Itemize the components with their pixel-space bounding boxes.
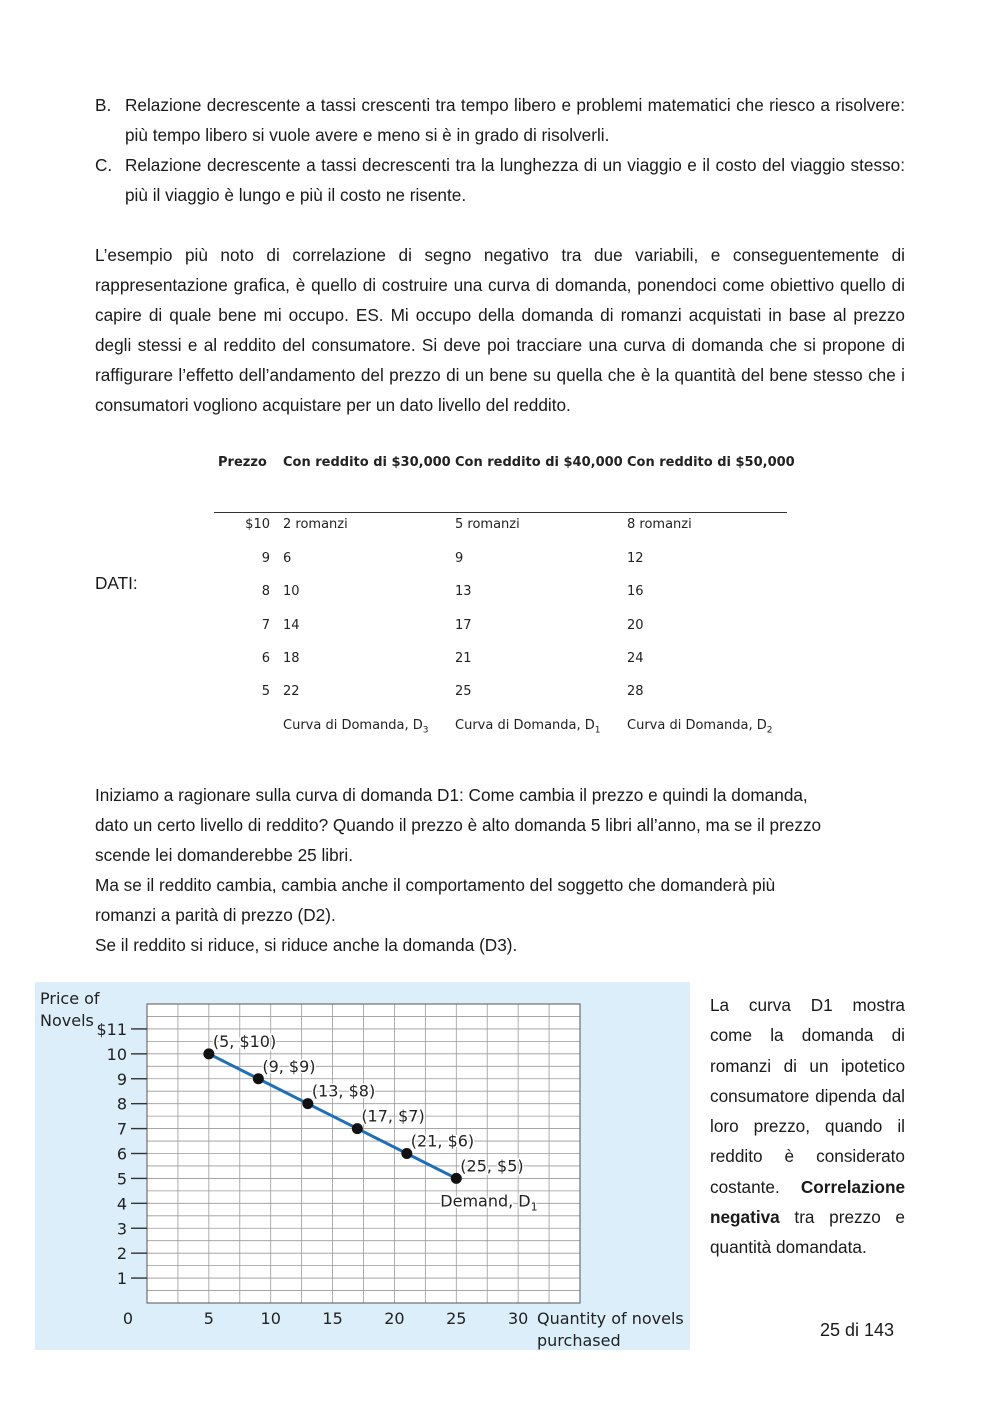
table-cell-price: 6 bbox=[261, 651, 270, 666]
table-cell: 6 bbox=[283, 551, 292, 566]
table-cell: 21 bbox=[455, 651, 472, 666]
y-tick-label: 4 bbox=[116, 1194, 127, 1214]
y-axis-title-line: Novels bbox=[40, 1011, 94, 1030]
x-tick-label: 10 bbox=[260, 1309, 281, 1328]
table-header-30k: Con reddito di $30,000 bbox=[283, 455, 451, 470]
list-letter: B. bbox=[95, 95, 112, 115]
y-tick-label: 10 bbox=[106, 1044, 127, 1064]
y-tick-label: 2 bbox=[116, 1244, 127, 1264]
table-cell: 12 bbox=[627, 551, 644, 566]
intro-paragraph: L’esempio più noto di correlazione di segno negativo tra due variabili, e conseguentemente di rappresentazione grafica, è quello di costruire una curva di domanda, ponendoci come obiettivo quello di capire di quale bene mi occupo. ES. Mi occupo della domanda di romanzi acquistati in base al prezzo degli stessi e al reddito del consumatore. Si deve poi tracciare una curva di domanda che si propone di raffigurare l’effetto dell’andamento del prezzo di un bene su quella che è la quantità del bene stesso che i consumatori vogliono acquistare per un dato livello del reddito. bbox=[95, 245, 905, 415]
y-tick-label: 7 bbox=[116, 1119, 127, 1139]
description-intro: La curva D1 mostra come la domanda di romanzi di un ipotetico consumatore dipenda dal loro prezzo, quando il reddito è considerato costante. bbox=[710, 995, 905, 1197]
table-cell: 20 bbox=[627, 618, 644, 633]
data-label: (21, $6) bbox=[410, 1131, 475, 1151]
y-tick-label: $11 bbox=[96, 1019, 127, 1039]
list-item-c bbox=[95, 150, 905, 210]
table-footer-d2 bbox=[627, 718, 773, 736]
dati-label: DATI: bbox=[95, 573, 138, 593]
data-label: (5, $10) bbox=[212, 1031, 277, 1051]
reasoning-paragraph bbox=[95, 780, 905, 960]
table-cell-price: $10 bbox=[245, 517, 270, 532]
footer-label: Curva di Domanda, D bbox=[455, 718, 595, 733]
series-label-subscript: 1 bbox=[530, 1200, 538, 1214]
data-label: (13, $8) bbox=[311, 1081, 376, 1101]
y-tick-label: 1 bbox=[116, 1269, 127, 1289]
text-line: romanzi a parità di prezzo (D2). bbox=[95, 905, 336, 925]
table-footer-d3 bbox=[283, 718, 429, 736]
table-cell: 8 romanzi bbox=[627, 517, 692, 532]
table-cell: 22 bbox=[283, 684, 300, 699]
y-tick-label: 3 bbox=[116, 1219, 127, 1239]
y-tick-label: 8 bbox=[116, 1094, 127, 1114]
table-cell-price: 5 bbox=[261, 684, 270, 699]
data-label: (17, $7) bbox=[361, 1106, 425, 1126]
x-tick-label: 30 bbox=[507, 1309, 529, 1328]
table-cell: 14 bbox=[283, 618, 300, 633]
table-cell: 17 bbox=[455, 618, 472, 633]
text-line: dato un certo livello di reddito? Quando il prezzo è alto domanda 5 libri all’anno, ma se il prezzo bbox=[95, 815, 822, 835]
text-line: Ma se il reddito cambia, cambia anche il comportamento del soggetto che domanderà più bbox=[95, 875, 776, 895]
table-cell: 10 bbox=[283, 584, 300, 599]
footer-sub: 1 bbox=[594, 725, 601, 736]
x-tick-label: 20 bbox=[384, 1309, 405, 1328]
table-cell: 16 bbox=[627, 584, 644, 599]
table-cell: 18 bbox=[283, 651, 300, 666]
table-header-40k: Con reddito di $40,000 bbox=[455, 455, 623, 470]
y-tick-label: 6 bbox=[116, 1144, 127, 1164]
list-text: Relazione decrescente a tassi decrescenti tra la lunghezza di un viaggio e il costo del viaggio stesso: più il viaggio è lungo e più il costo ne risente. bbox=[125, 155, 905, 205]
table-cell: 25 bbox=[455, 684, 472, 699]
data-label: (25, $5) bbox=[460, 1156, 524, 1176]
table-header-price: Prezzo bbox=[218, 455, 267, 470]
text-line: scende lei domanderebbe 25 libri. bbox=[95, 845, 353, 865]
table-cell: 24 bbox=[627, 651, 644, 666]
list-item-b bbox=[95, 90, 905, 150]
table-cell: 9 bbox=[455, 551, 464, 566]
description-bold: Correlazione negativa bbox=[710, 1176, 905, 1228]
chart-description bbox=[710, 990, 905, 1263]
y-tick-label: 9 bbox=[116, 1069, 127, 1089]
origin-label: 0 bbox=[122, 1309, 134, 1328]
table-cell: 28 bbox=[627, 684, 644, 699]
data-label: (9, $9) bbox=[262, 1056, 316, 1076]
y-axis-title-line: Price of bbox=[40, 989, 100, 1008]
page-number: 25 di 143 bbox=[820, 1320, 895, 1340]
x-tick-label: 5 bbox=[203, 1309, 214, 1328]
description-rest: tra prezzo e quantità domandata. bbox=[710, 1207, 905, 1258]
text-line: Se il reddito si riduce, si riduce anche la domanda (D3). bbox=[95, 935, 518, 955]
footer-sub: 2 bbox=[766, 725, 773, 736]
y-tick-label: 5 bbox=[116, 1169, 127, 1189]
list-text: Relazione decrescente a tassi crescenti tra tempo libero e problemi matematici che riesco a risolvere: più tempo libero si vuole avere e meno si è in grado di risolverli. bbox=[125, 95, 905, 145]
table-cell: 13 bbox=[455, 584, 472, 599]
list-letter: C. bbox=[95, 155, 113, 175]
table-cell: 2 romanzi bbox=[283, 517, 348, 532]
footer-sub: 3 bbox=[422, 725, 429, 736]
table-cell-price: 9 bbox=[261, 551, 270, 566]
table-rule bbox=[214, 512, 787, 513]
table-cell: 5 romanzi bbox=[455, 517, 520, 532]
table-cell-price: 7 bbox=[261, 618, 270, 633]
table-header-50k: Con reddito di $50,000 bbox=[627, 455, 795, 470]
footer-label: Curva di Domanda, D bbox=[283, 718, 423, 733]
x-axis-title-line: Quantity of novels bbox=[537, 1309, 684, 1328]
text-line: Iniziamo a ragionare sulla curva di domanda D1: Come cambia il prezzo e quindi la domanda, bbox=[95, 785, 808, 805]
x-tick-label: 15 bbox=[322, 1309, 343, 1328]
footer-label: Curva di Domanda, D bbox=[627, 718, 767, 733]
table-cell-price: 8 bbox=[261, 584, 270, 599]
demand-chart-svg bbox=[35, 982, 690, 1350]
series-label: Demand, $D_1$ bbox=[440, 1191, 538, 1214]
x-axis-title-line: purchased bbox=[537, 1331, 621, 1350]
table-footer-d1 bbox=[455, 718, 601, 736]
x-tick-label: 25 bbox=[446, 1309, 467, 1328]
demand-chart bbox=[35, 982, 690, 1350]
